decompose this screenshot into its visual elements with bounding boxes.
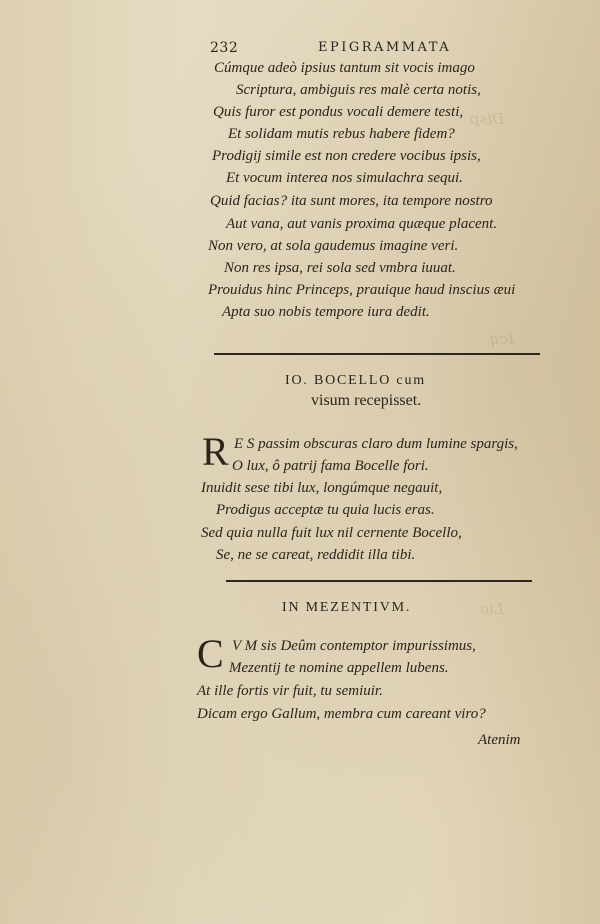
verse-line: Non res ipsa, rei sola sed vmbra iuuat.	[224, 260, 456, 276]
verse-line: Inuidit sese tibi lux, longúmque negauit,	[201, 480, 443, 496]
verse-line: Prouidus hinc Princeps, prauique haud inscius æui	[208, 282, 516, 298]
page-number: 232	[210, 40, 239, 56]
verse-line: Dicam ergo Gallum, membra cum careant viro?	[197, 706, 486, 722]
verse-line: V M sis Deûm contemptor impurissimus,	[232, 638, 476, 654]
verse-line: E S passim obscuras claro dum lumine spargis,	[234, 436, 518, 452]
poem-subheading: visum recepisset.	[311, 392, 422, 409]
verse-line: Mezentij te nomine appellem lubens.	[229, 660, 449, 676]
verse-line: Apta suo nobis tempore iura dedit.	[222, 304, 430, 320]
verse-line: Prodigij simile est non credere vocibus ipsis,	[212, 148, 481, 164]
verse-line: Scriptura, ambiguis res malè certa notis,	[236, 82, 481, 98]
drop-capital: R	[202, 429, 229, 474]
show-through-text: Disp	[470, 110, 505, 128]
running-title: EPIGRAMMATA	[318, 40, 452, 55]
poem-heading: IO. BOCELLO cum	[285, 373, 426, 388]
drop-capital: C	[197, 631, 224, 676]
verse-line: Et vocum interea nos simulachra sequi.	[226, 170, 463, 186]
section-divider	[226, 580, 532, 582]
verse-line: At ille fortis vir fuit, tu semiuir.	[197, 683, 383, 699]
show-through-text: Icq	[490, 330, 514, 348]
show-through-text: Lio	[480, 600, 504, 618]
verse-line: O lux, ô patrij fama Bocelle fori.	[232, 458, 429, 474]
verse-line: Prodigus acceptæ tu quia lucis eras.	[216, 502, 435, 518]
verse-line: Et solidam mutis rebus habere fidem?	[228, 126, 455, 142]
verse-line: Aut vana, aut vanis proxima quæque placent.	[226, 216, 498, 232]
verse-line: Quid facias? ita sunt mores, ita tempore nostro	[210, 193, 493, 209]
verse-line: Se, ne se careat, reddidit illa tibi.	[216, 547, 416, 563]
catchword: Atenim	[478, 732, 521, 748]
verse-line: Quis furor est pondus vocali demere testi,	[213, 104, 464, 120]
section-divider	[214, 353, 540, 355]
verse-line: Cúmque adeò ipsius tantum sit vocis imago	[214, 60, 475, 76]
verse-line: Sed quia nulla fuit lux nil cernente Bocello,	[201, 525, 462, 541]
verse-line: Non vero, at sola gaudemus imagine veri.	[208, 238, 459, 254]
poem-heading: IN MEZENTIVM.	[282, 600, 412, 615]
